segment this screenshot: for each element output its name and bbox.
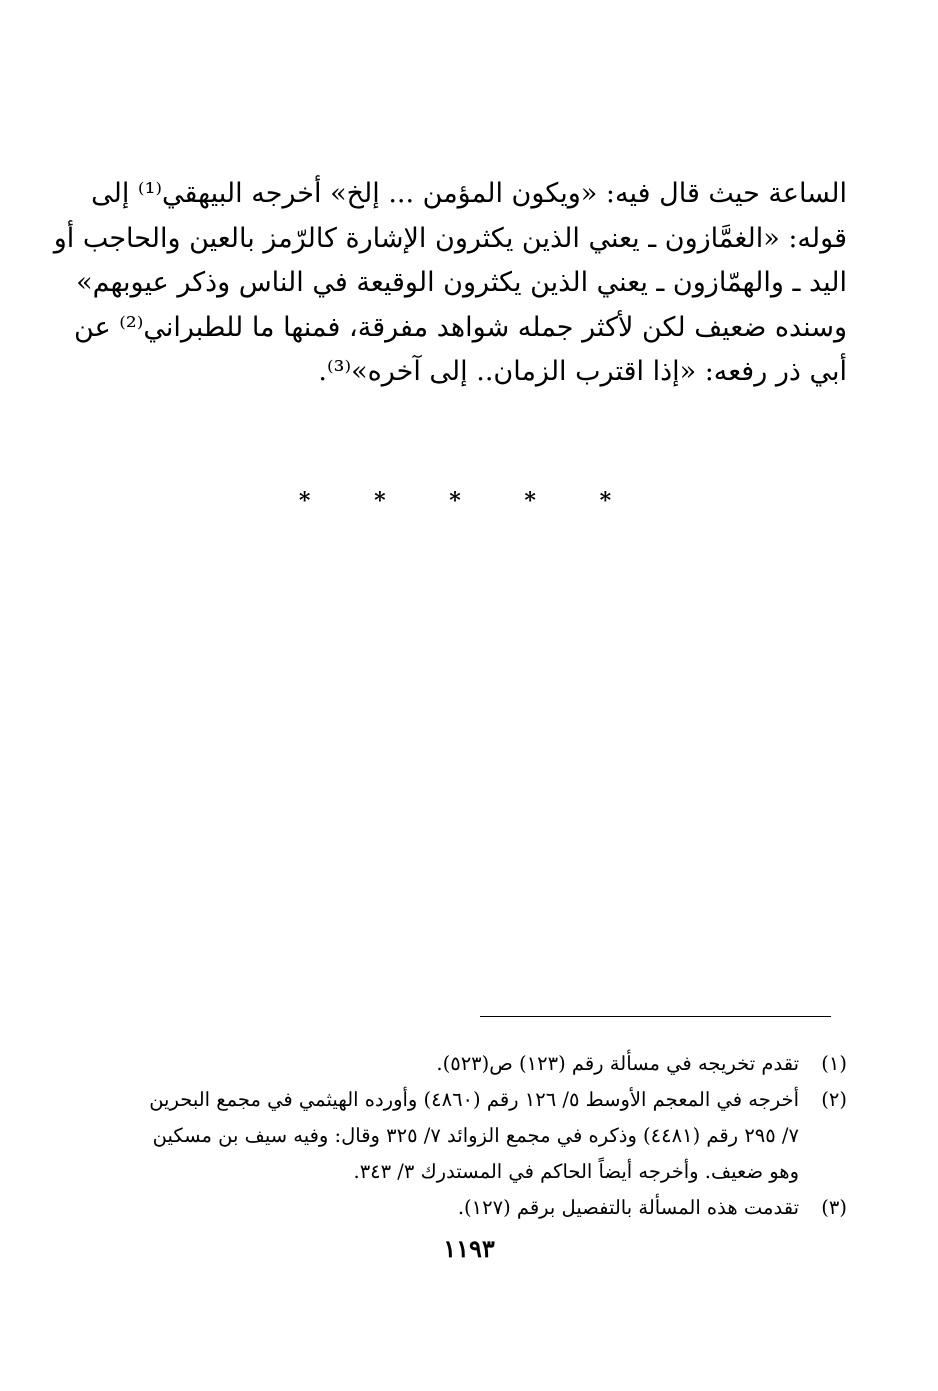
footnote-divider [480, 1016, 831, 1017]
footnote-line: تقدم تخريجه في مسألة رقم (١٢٣) ص(٥٢٣). [436, 1052, 799, 1075]
footnote-line: وهو ضعيف. وأخرجه أيضاً الحاكم في المستدرك ٣/ ٣٤٣. [353, 1160, 799, 1183]
footnote-2 [100, 1082, 847, 1190]
footnote-line: ٧/ ٢٩٥ رقم (٤٤٨١) وذكره في مجمع الزوائد ٧/ ٣٢٥ وقال: وفيه سيف بن مسكين [152, 1124, 799, 1147]
text-line: وسنده ضعيف لكن لأكثر جمله شواهد مفرقة، فمنها ما للطبراني⁽²⁾ عن [74, 311, 847, 343]
footnote-1 [100, 1046, 847, 1082]
text-line: قوله: «الغمَّازون ـ يعني الذين يكثرون الإشارة كالرّمز بالعين والحاجب أو [53, 222, 847, 254]
section-separator: * * * * * [298, 488, 640, 514]
page-number: ١١٩٣ [443, 1234, 495, 1263]
footnote-3 [100, 1190, 847, 1226]
footnote-text [100, 1082, 799, 1190]
footnote-number: (٢) [821, 1088, 847, 1111]
footnote-line: تقدمت هذه المسألة بالتفصيل برقم (١٢٧). [457, 1196, 799, 1219]
footnote-number: (١) [821, 1052, 847, 1075]
footnote-text [100, 1190, 799, 1226]
text-line: أبي ذر رفعه: «إذا اقترب الزمان.. إلى آخره»⁽³⁾. [318, 356, 847, 387]
text-line: الساعة حيث قال فيه: «ويكون المؤمن ... إلخ» أخرجه البيهقي⁽¹⁾ إلى [91, 178, 847, 209]
footnote-text [100, 1046, 799, 1082]
footnotes [100, 1046, 847, 1226]
main-text-block [53, 172, 847, 395]
text-line: اليد ـ والهمّازون ـ يعني الذين يكثرون الوقيعة في الناس وذكر عيوبهم» [76, 267, 847, 298]
footnote-line: أخرجه في المعجم الأوسط ٥/ ١٢٦ رقم (٤٨٦٠) وأورده الهيثمي في مجمع البحرين [149, 1088, 799, 1111]
footnote-number: (٣) [821, 1196, 847, 1219]
